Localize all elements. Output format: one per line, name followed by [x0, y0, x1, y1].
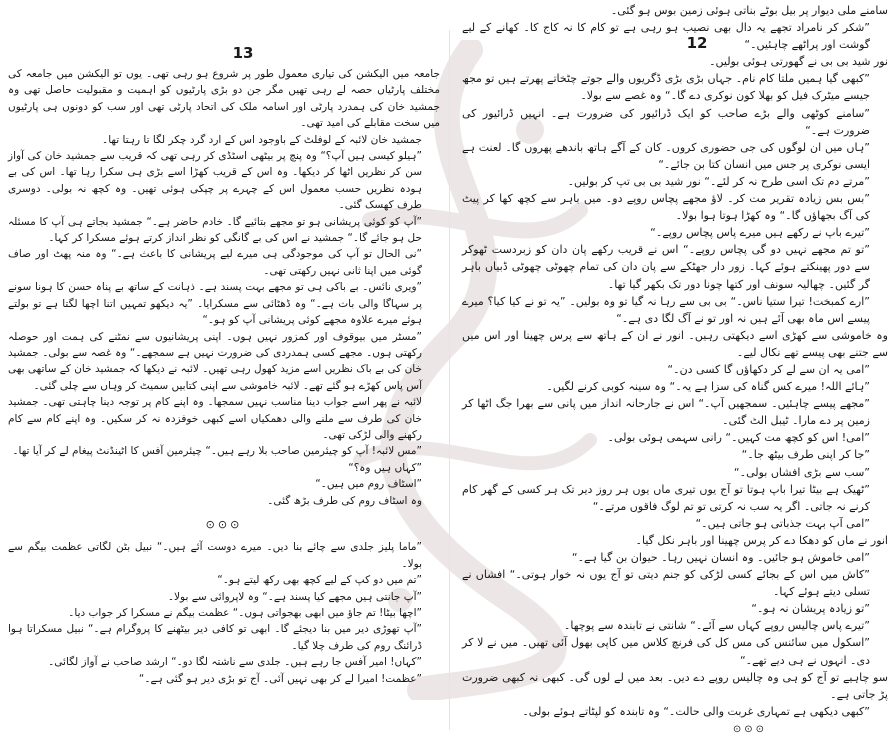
- right-page-body: [462, 2, 888, 738]
- paragraph: ”ماما پلیز جلدی سے چائے بنا دیں۔ میرے دوست آئے ہیں۔“ نبیل بٹن لگاتی عظمت بیگم سے بولا۔: [8, 541, 422, 570]
- paragraph: ”شکر کر نامراد تجھے یہ دال بھی نصیب ہو رہی ہے تو کام کا نہ کاج کا۔ کھانے کے لیے گوشت اور پراٹھے چاہئیں۔“: [462, 21, 870, 52]
- paragraph: ”کہاں ہیں وہ؟“: [348, 461, 422, 474]
- paragraph: ”تو تم مجھے نہیں دو گی پچاس روپے۔“ اس نے قریب رکھے پان دان کو زبردست ٹھوکر سے دور پھینکتے ہوئے کہا۔ زور دار جھٹکے سے پان دان کی تمام چھوٹی چھوٹی ڈبیاں باہر گر گئیں۔ چھالیہ سونف اور کتھا چونا دور تک بکھر گیا تھا۔: [462, 243, 870, 291]
- paragraph: ”اچھا بیٹا! تم جاؤ میں ابھی بھجواتی ہوں۔“ عظمت بیگم نے مسکرا کر جواب دیا۔: [68, 607, 422, 619]
- paragraph: ”ہاں میں ان لوگوں کی جی حضوری کروں۔ کان کے آگے ہاتھ باندھے پھروں گا۔ لعنت ہے ایسی نوکری پر جس میں انسان کتا بن جائے۔“: [462, 140, 870, 171]
- paragraph: ”امی آپ بہت جذباتی ہو جاتی ہیں۔“: [695, 516, 870, 530]
- paragraph: ”جا کر اپنی طرف بیٹھ جا۔“: [741, 448, 870, 462]
- paragraph: سامنے ملی دیوار پر بیل بوٹے بناتی ہوئی زمین بوس ہو گئی۔: [610, 4, 888, 17]
- paragraph: ”مسٹر میں بیوقوف اور کمزور نہیں ہوں۔ اپنی پریشانیوں سے نمٹنے کی ہمت اور حوصلہ رکھتی ہوں۔ مجھے کسی ہمدردی کی ضرورت نہیں ہے سمجھے۔“ وہ غصہ سے بولی۔ جمشید خان کی بے باک نظریں اسے مزید کھول رہی تھیں۔ لائبہ نے دیکھا کہ جمشید خان کے ساتھی بھی آس پاس کھڑے ہو گئے تھے۔ لائبہ خاموشی سے اپنی کتابیں سمیٹ کر وہاں سے چلی گئی۔: [8, 330, 422, 392]
- paragraph: جامعہ میں الیکشن کی تیاری معمول طور پر شروع ہو رہی تھی۔ یوں تو الیکشن میں جامعہ کی مختلف پارٹیاں حصہ لے رہی تھیں مگر جن دو بڑی پارٹیوں کو اہمیت و مقبولیت حاصل تھی وہ جمشید خان کی ہمدرد پارٹی اور اسامہ ملک کی اتحاد پارٹی تھی اور سب کو دونوں ہی پارٹیوں میں سخت مقابلے کی امید تھی۔: [8, 68, 440, 130]
- paragraph: ”مجھے پیسے چاہئیں۔ سمجھیں آپ۔“ اس نے جارحانہ انداز میں پانی سے بھرا جگ اٹھا کر زمین پر دے مارا۔ ٹیبل الٹ گئی۔: [462, 397, 870, 428]
- paragraph: ”اسکول میں سائنس کی مس کل کی فرنچ کلاس میں کاپی بھول آئی تھیں۔ میں نے لا کر دی۔ انہوں نے ہی دیے تھے۔“: [462, 636, 870, 667]
- paragraph: ”ویری نائس۔ بے باکی ہی تو مجھے بہت پسند ہے۔ ذہانت کے ساتھ بے پناہ حسن کا ہونا سونے پر سہاگا والی بات ہے۔“ وہ ڈھٹائی سے مسکرایا۔ ”یہ دیکھو تمہیں اتنا اچھا لگتا ہے تو بولتے ہوئے میرے علاوہ مجھے کوئی پریشانی آپ کو ہو۔“: [8, 281, 422, 327]
- page-number: 12: [686, 34, 708, 52]
- paragraph: نور شید بی بی نے گھورتی ہوئی بولیں۔: [709, 55, 888, 69]
- paragraph: ”تو زیادہ پریشان نہ ہو۔“: [751, 602, 870, 616]
- paragraph: سو چاہیے تو آج کو ہی وہ چالیس روپے دے دیں۔ بعد میں لے لوں گی۔ کبھی نہ کبھی ضرورت پڑ جاتی ہے۔: [462, 670, 888, 701]
- paragraph: وہ اسٹاف روم کی طرف بڑھ گئی۔: [267, 494, 422, 507]
- left-page: [8, 0, 440, 746]
- paragraph: ”امی! اس کو کچھ مت کہیں۔“ رانی سہمی ہوئی بولی۔: [607, 431, 870, 445]
- section-separator: ⊙⊙⊙: [205, 517, 243, 531]
- paragraph: لائبہ نے پھر اسے جواب دینا مناسب نہیں سمجھا۔ وہ اپنے کام پر توجہ دینا چاہتی تھی۔ جمشید خان کی طرف سے ملنے والی دھمکیاں اسے کبھی خوفزدہ نہ کر سکیں۔ وہ اپنے کام سے کام رکھنے والی لڑکی تھی۔: [8, 396, 422, 441]
- paragraph: ”ارے کمبخت! تیرا ستیا ناس۔“ بی بی سے رہا نہ گیا تو وہ بولیں۔ ”یہ تو نے کیا کیا؟ میرے پیسے اس ماہ بھی آئے ہیں نہ اور تو نے آگ لگا دی ہے۔“: [462, 294, 870, 325]
- paragraph: ”آپ تھوڑی دیر میں بنا دیجئے گا۔ ابھی تو کافی دیر بیٹھنے کا پروگرام ہے۔“ نبیل مسکراتا ہوا ڈرائنگ روم کی طرف چلا گیا۔: [8, 623, 422, 652]
- paragraph: ”کبھی دیکھی ہے تمہاری غربت والی حالت۔“ وہ تابندہ کو لپٹاتے ہوئے بولی۔: [522, 704, 870, 718]
- paragraph: ”امی یہ ان سے لے کر دکھاؤں گا کسی دن۔“: [667, 362, 870, 376]
- left-page-body: [8, 66, 440, 687]
- paragraph: ”امی خاموش ہو جائیں۔ وہ انسان نہیں رہا۔ حیوان بن گیا ہے۔“: [571, 551, 870, 564]
- paragraph: ”نی الحال تو آپ کی موجودگی ہی میرے لیے پریشانی کا باعث ہے۔“ وہ منہ پھٹ اور صاف گوئی میں اپنا ثانی نہیں رکھتی تھی۔: [8, 248, 422, 277]
- paragraph: انور نے ماں کو دھکا دے کر پرس چھینا اور باہر نکل گیا۔: [635, 533, 888, 547]
- paragraph: ”تیرے پاس چالیس روپے کہاں سے آئے۔“ شانتی نے تابندہ سے پوچھا۔: [563, 619, 870, 633]
- paragraph: ”سامنے کوٹھی والے بڑے صاحب کو ایک ڈرائیور کی ضرورت ہے۔ انہیں ڈرائیور کی ضرورت ہے۔“: [462, 106, 870, 137]
- paragraph: ”ہائے اللہ! میرے کس گناہ کی سزا ہے یہ۔“ وہ سینہ کوبی کرنے لگیں۔: [546, 380, 870, 394]
- paragraph: ”عظمت! امیرا لے کر بھی نہیں آئی۔ آج تو بڑی دیر ہو گئی ہے۔“: [138, 672, 422, 685]
- paragraph: ”بس بس زیادہ تقریر مت کر۔ لاؤ مجھے پچاس روپے دو۔ میں باہر سے کچھ کھا کر پیٹ کی آگ بجھاؤں گا۔“ وہ کھڑا ہوتا ہوا بولا۔: [462, 192, 870, 223]
- paragraph: ”کہاں! امیر آفس جا رہے ہیں۔ جلدی سے ناشتہ لگا دو۔“ ارشد صاحب نے آواز لگائی۔: [48, 656, 422, 669]
- page-gutter: [449, 30, 450, 730]
- paragraph: وہ خاموشی سے کھڑی اسے دیکھتی رہیں۔ انور نے ان کے ہاتھ سے پرس چھینا اور اس میں سے جتنے بھی پیسے تھے نکال لیے۔: [462, 328, 888, 359]
- paragraph: ”ٹھیک ہے بیٹا تیرا باپ ہوتا تو آج یوں تیری ماں یوں ہر روز دیر تک ہر کسی کے گھر کام کرنے نہ جاتی۔ اگر یہ سب نہ کرتی تو تم لوگ فاقوں مرتے۔“: [462, 482, 870, 513]
- paragraph: ”تم میں دو کپ کے لیے کچھ بھی رکھ لیتے ہو۔“: [217, 574, 422, 587]
- chapter-end-mark: ⊙⊙⊙: [732, 723, 768, 735]
- paragraph: ”ہیلو کیسی ہیں آپ؟“ وہ پنچ پر بیٹھی اسٹڈی کر رہی تھی کہ قریب سے جمشید خان کی آواز سن کر نظریں اٹھا کر دیکھا۔ وہ اس کے قریب کھڑا اسے بڑی ہی سکرا رہا تھا۔ اس کی بے ہودہ نظریں حسب معمول اس کے چہرے پر چپکی ہوئی تھیں۔ وہ کچھ نہ بولی۔ دوسری طرف کھسک گئی۔: [8, 150, 422, 212]
- paragraph: ”مس لائبہ! آپ کو چیئرمین صاحب بلا رہے ہیں۔“ چیئرمین آفس کا اٹینڈنٹ پیغام لے کر آیا تھا۔: [12, 445, 422, 458]
- paragraph: ”آپ کو کوئی پریشانی ہو تو مجھے بتائیے گا۔ خادم حاضر ہے۔“ جمشید بجاتے ہی آپ کا مسئلہ حل ہو جائے گا۔“ جمشید نے اس کی بے گانگی کو نظر انداز کرتے ہوئے مسکرا کر کہا۔: [8, 215, 422, 245]
- paragraph: ”تیرے باپ نے رکھے ہیں میرے پاس پچاس روپے۔“: [650, 226, 870, 240]
- page-number: 13: [232, 44, 254, 62]
- paragraph: ”آپ جانتی ہیں مجھے کیا پسند ہے۔“ وہ لاپروائی سے بولا۔: [167, 590, 422, 603]
- paragraph: ”کاش میں اس کے بجائے کسی لڑکی کو جنم دیتی تو آج یوں نہ خوار ہوتی۔“ افشاں نے تسلی دیتے ہوئے کہا۔: [462, 568, 870, 599]
- paragraph: جمشید خان لائبہ کے لوفلٹ کے باوجود اس کے ارد گرد چکر لگا تا رہتا تھا۔: [102, 133, 422, 146]
- paragraph: ”اسٹاف روم میں ہیں۔“: [315, 478, 422, 491]
- paragraph: ”مرتے دم تک اسی طرح نہ کر لئے۔“ نور شید بی بی تپ کر بولیں۔: [567, 174, 870, 188]
- right-page: [462, 0, 888, 746]
- paragraph: ”سب سے بڑی افشاں بولی۔“: [733, 465, 870, 479]
- paragraph: ”کبھی گیا ہمیں ملتا کام نام۔ جہاں بڑی بڑی ڈگریوں والے جوتے چٹخاتے پھرتے ہیں تو مجھ جیسے میٹرک فیل کو بھلا کون نوکری دے گا۔“ وہ غصے سے بولا۔: [462, 72, 870, 103]
